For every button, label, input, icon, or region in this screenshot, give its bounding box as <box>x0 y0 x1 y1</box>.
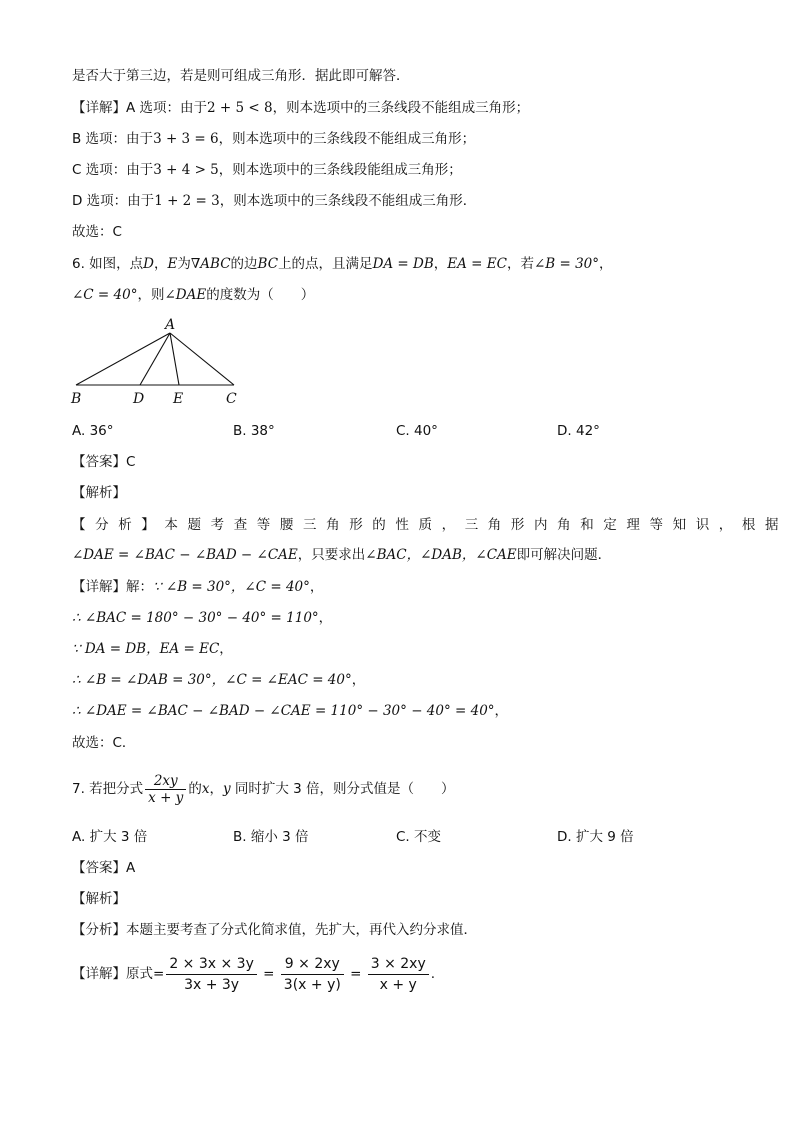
option-d: D. 42° <box>557 423 600 439</box>
fraction: $\frac{3 \times 2xy}{x + y}$ <box>368 954 429 995</box>
text-line: D 选项：由于1 + 2 = 3，则本选项中的三条线段不能组成三角形． <box>72 193 477 209</box>
option-a: A. 36° <box>72 423 114 439</box>
label-a: A <box>165 317 176 333</box>
segment-ae <box>170 333 179 385</box>
solution-step: ∴ ∠DAE = ∠BAC − ∠BAD − ∠CAE = 110° − 30° − 40° = 40°， <box>72 703 509 719</box>
analysis-label: 【解析】 <box>72 485 126 501</box>
question-6-stem-line2: ∠C = 40°，则∠DAE的度数为（ ） <box>72 287 315 303</box>
option-a: A. 扩大 3 倍 <box>72 829 148 845</box>
label-e: E <box>173 391 184 407</box>
math-expression: 2 + 5 < 8 <box>207 100 273 116</box>
text-line: C 选项：由于3 + 4 > 5，则本选项中的三条线段能组成三角形； <box>72 162 462 178</box>
question-6-stem: 6. 如图，点D，E为∇ABC的边BC上的点，且满足DA = DB，EA = EC，若∠B = 30°， <box>72 256 613 272</box>
option-d: D. 扩大 9 倍 <box>557 829 634 845</box>
answer-label: 【答案】A <box>72 860 136 876</box>
solution-step: ∵ DA = DB，EA = EC， <box>72 641 233 657</box>
analysis-fenxi-line2: ∠DAE = ∠BAC − ∠BAD − ∠CAE，只要求出∠BAC，∠DAB，∠CAE即可解决问题． <box>72 547 612 563</box>
conclusion: 故选：C． <box>72 735 136 751</box>
answer-label: 【答案】C <box>72 454 136 470</box>
text-line: 故选：C <box>72 224 122 240</box>
solution-step: ∴ ∠B = ∠DAB = 30°，∠C = ∠EAC = 40°， <box>72 672 366 688</box>
label-c: C <box>226 391 237 407</box>
analysis-label: 【解析】 <box>72 891 126 907</box>
option-b: B. 38° <box>233 423 275 439</box>
math-expression: 3 + 4 > 5 <box>153 162 219 178</box>
side-ab <box>76 333 170 385</box>
text-line: 【详解】A 选项：由于2 + 5 < 8，则本选项中的三条线段不能组成三角形； <box>72 100 530 116</box>
side-ac <box>170 333 234 385</box>
option-b: B. 缩小 3 倍 <box>233 829 309 845</box>
fraction: $\frac{2xy}{x + y}$ <box>145 773 186 806</box>
label-d: D <box>133 391 145 407</box>
analysis-fenxi: 【分析】本题主要考查了分式化简求值，先扩大，再代入约分求值． <box>72 922 477 938</box>
detail-label: 【详解】 <box>72 100 126 116</box>
math-expression: 1 + 2 = 3 <box>154 193 220 209</box>
option-c: C. 不变 <box>396 829 442 845</box>
text-line: 是否大于第三边，若是则可组成三角形．据此即可解答． <box>72 68 410 84</box>
option-c: C. 40° <box>396 423 438 439</box>
solution-detail: 【详解】原式= $\frac{2 \times 3x \times 3y}{3x + 3y}$ = $\frac{9 \times 2xy}{3(x + y)}$ = $\frac{3 \times 2xy}{x + y}$ . <box>72 955 436 993</box>
label-b: B <box>71 391 82 407</box>
triangle-figure <box>64 314 254 410</box>
analysis-fenxi: 【分析】本题考查等腰三角形的性质，三角形内角和定理等知识，根据 <box>72 517 789 533</box>
fraction: $\frac{9 \times 2xy}{3(x + y)}$ <box>281 954 344 995</box>
solution-step: ∴ ∠BAC = 180° − 30° − 40° = 110°， <box>72 610 333 626</box>
fraction: $\frac{2 \times 3x \times 3y}{3x + 3y}$ <box>166 954 257 995</box>
text-line: B 选项：由于3 + 3 = 6，则本选项中的三条线段不能组成三角形； <box>72 131 476 147</box>
question-7-stem: 7. 若把分式 $\frac{2xy}{x + y}$ 的x，y 同时扩大 3 倍，则分式值是（ ） <box>72 772 455 806</box>
math-expression: 3 + 3 = 6 <box>153 131 219 147</box>
solution-step: 【详解】解：∵ ∠B = 30°，∠C = 40°， <box>72 579 324 595</box>
